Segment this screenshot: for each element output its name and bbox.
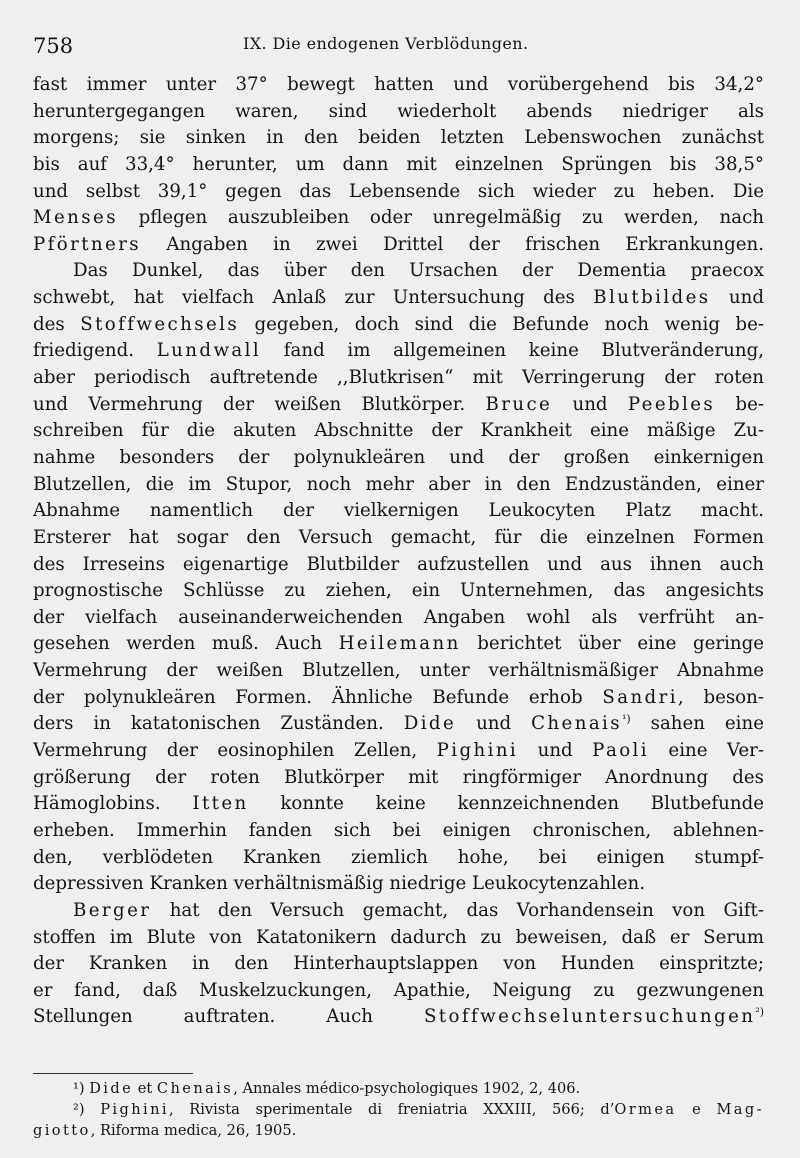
body-text — [33, 72, 764, 1031]
text-line — [33, 765, 764, 792]
text-run: be- — [715, 393, 764, 415]
spaced-name: Chenais — [531, 713, 623, 735]
text-line — [33, 978, 764, 1005]
spaced-name: Chenais — [156, 1080, 234, 1097]
text-run: Ersterer hat sogar den Versuch gemacht, für die einzelnen Formen — [33, 526, 764, 548]
text-run: friedigend. — [33, 340, 157, 362]
text-run: aber periodisch auftretende ,,Blutkrisen“ mit Verringerung der roten — [33, 367, 764, 389]
text-run: gesehen werden muß. Auch — [33, 633, 339, 655]
text-run: ¹) — [73, 1080, 90, 1097]
text-run: eine Ver- — [648, 740, 764, 762]
text-run: sahen eine — [630, 713, 764, 735]
text-line — [33, 125, 764, 152]
text-run: konnte keine kennzeichnenden Blutbefunde — [248, 793, 764, 815]
text-line — [33, 898, 764, 925]
spaced-name: Pighini — [100, 1101, 169, 1118]
text-run: heruntergegangen waren, sind wiederholt abends niedriger als — [33, 100, 764, 122]
text-run: größerung der roten Blutkörper mit ringförmiger Anordnung des — [33, 766, 764, 788]
text-run: fand im allgemeinen keine Blutveränderung, — [261, 340, 764, 362]
spaced-name: Dide — [89, 1080, 134, 1097]
text-line — [33, 258, 764, 285]
text-line — [33, 392, 764, 419]
spaced-name: Sandri — [602, 686, 678, 708]
text-line — [33, 525, 764, 552]
text-line — [33, 552, 764, 579]
text-run: der polynukleären Formen. Ähnliche Befunde erhob — [33, 686, 603, 708]
text-run: er fand, daß Muskelzuckungen, Apathie, Neigung zu gezwungenen — [33, 979, 764, 1001]
text-line — [33, 578, 764, 605]
spaced-name: giotto — [33, 1122, 91, 1139]
text-run: , Rivista sperimentale di freniatria XXXIII, 566; d’ — [168, 1101, 615, 1118]
text-line — [33, 738, 764, 765]
text-run: schreiben für die akuten Abschnitte der Krankheit eine mäßige Zu- — [33, 420, 764, 442]
text-run: hat den Versuch gemacht, das Vorhandensein von Gift- — [151, 899, 764, 921]
text-line — [33, 338, 764, 365]
chapter-title: IX. Die endogenen Verblödungen. — [243, 34, 529, 53]
text-line — [33, 711, 764, 738]
text-run: Das Dunkel, das über den Ursachen der Dementia praecox — [73, 260, 764, 282]
text-run: morgens; sie sinken in den beiden letzten Lebenswochen zunächst — [33, 127, 764, 149]
spaced-name: Bruce — [485, 393, 553, 415]
text-line — [33, 205, 764, 232]
text-line — [33, 685, 764, 712]
text-run: Hämoglobins. — [33, 793, 193, 815]
text-line — [33, 925, 764, 952]
text-run: gegeben, doch sind die Befunde noch wenig be- — [239, 313, 764, 335]
text-run: Blutzellen, die im Stupor, noch mehr aber in den Endzuständen, einer — [33, 473, 764, 495]
text-line — [33, 845, 764, 872]
spaced-name: Mag- — [716, 1101, 764, 1118]
text-run: und selbst 39,1° gegen das Lebensende sich wieder zu heben. Die — [33, 180, 764, 202]
text-run: Vermehrung der eosinophilen Zellen, — [33, 740, 437, 762]
text-line — [33, 791, 764, 818]
text-run: , beson- — [677, 686, 764, 708]
text-line — [33, 951, 764, 978]
text-run: depressiven Kranken verhältnismäßig niedrige Leukocytenzahlen. — [33, 873, 646, 895]
text-run: fast immer unter 37° bewegt hatten und vorübergehend bis 34,2° — [33, 74, 764, 95]
text-run: und — [518, 740, 593, 762]
text-run: den, verblödeten Kranken ziemlich hohe, bei einigen stumpf- — [33, 846, 764, 868]
text-run: , Riforma medica, 26, 1905. — [90, 1122, 297, 1139]
text-run: schwebt, hat vielfach Anlaß zur Untersuchung des — [33, 287, 594, 309]
footnote-marker: ¹) — [622, 712, 631, 726]
spaced-name: Ormea — [614, 1101, 677, 1118]
spaced-name: Pighini — [436, 740, 519, 762]
footnote-line — [33, 1099, 764, 1120]
text-run: des Irreseins eigenartige Blutbilder aufzustellen und aus ihnen auch — [33, 553, 764, 575]
text-run: , Annales médico-psychologiques 1902, 2, 406. — [233, 1080, 581, 1097]
text-run: Stellungen auftraten. Auch — [33, 1006, 424, 1028]
text-run: und Vermehrung der weißen Blutkörper. — [33, 393, 486, 415]
text-run: prognostische Schlüsse zu ziehen, ein Unternehmen, das angesichts — [33, 580, 764, 602]
spaced-name: Stoffwechsels — [80, 313, 240, 335]
text-run: und — [456, 713, 532, 735]
text-line — [33, 472, 764, 499]
spaced-name: Lundwall — [156, 340, 262, 362]
text-line — [33, 631, 764, 658]
text-line — [33, 72, 764, 99]
text-run: und — [552, 393, 628, 415]
footnote-line — [33, 1078, 764, 1099]
text-line — [33, 312, 764, 339]
text-run: ders in katatonischen Zuständen. — [33, 713, 404, 735]
text-run: Vermehrung der weißen Blutzellen, unter verhältnismäßiger Abnahme — [33, 660, 764, 682]
text-line — [33, 498, 764, 525]
text-line — [33, 365, 764, 392]
footnote-line — [33, 1120, 764, 1141]
text-run: der Kranken in den Hinterhauptslappen von Hunden einspritzte; — [33, 953, 764, 975]
spaced-name: Peebles — [627, 393, 716, 415]
text-run: stoffen im Blute von Katatonikern dadurch zu beweisen, daß er Serum — [33, 926, 764, 948]
text-line — [33, 99, 764, 126]
text-run: erheben. Immerhin fanden sich bei einigen chronischen, ablehnen- — [33, 819, 764, 841]
text-line — [33, 1004, 764, 1031]
text-run: Angaben in zwei Drittel der frischen Erkrankungen. — [141, 233, 764, 255]
text-run: nahme besonders der polynukleären und der großen einkernigen — [33, 446, 764, 468]
text-run: und — [710, 287, 764, 309]
text-run: der vielfach auseinanderweichenden Angaben wohl als verfrüht an- — [33, 606, 764, 628]
text-line — [33, 418, 764, 445]
text-line — [33, 232, 764, 259]
text-line — [33, 605, 764, 632]
text-line — [33, 152, 764, 179]
footnote-marker: ²) — [755, 1005, 764, 1019]
spaced-name: Heilemann — [338, 633, 461, 655]
text-line — [33, 179, 764, 206]
text-run: berichtet über eine geringe — [460, 633, 764, 655]
spaced-name: Stoffwechseluntersuchungen — [423, 1006, 756, 1028]
text-run: e — [676, 1101, 717, 1118]
text-run: ²) — [73, 1101, 101, 1118]
running-head — [33, 30, 760, 60]
text-run: bis auf 33,4° herunter, um dann mit einzelnen Sprüngen bis 38,5° — [33, 153, 764, 175]
text-line — [33, 658, 764, 685]
text-run: des — [33, 313, 81, 335]
footnotes — [33, 1078, 764, 1141]
text-run: pflegen auszubleiben oder unregelmäßig zu werden, nach — [117, 207, 764, 229]
spaced-name: Berger — [73, 899, 152, 921]
footnote-rule — [33, 1073, 193, 1074]
text-line — [33, 871, 764, 898]
text-run: et — [133, 1080, 157, 1097]
spaced-name: Paoli — [592, 740, 649, 762]
text-run: Abnahme namentlich der vielkernigen Leukocyten Platz macht. — [33, 500, 764, 522]
spaced-name: Itten — [192, 793, 249, 815]
spaced-name: Menses — [33, 207, 118, 229]
text-line — [33, 818, 764, 845]
spaced-name: Pförtners — [33, 233, 142, 255]
page-number: 758 — [33, 34, 74, 58]
text-line — [33, 285, 764, 312]
spaced-name: Blutbildes — [593, 287, 711, 309]
spaced-name: Dide — [403, 713, 457, 735]
text-line — [33, 445, 764, 472]
